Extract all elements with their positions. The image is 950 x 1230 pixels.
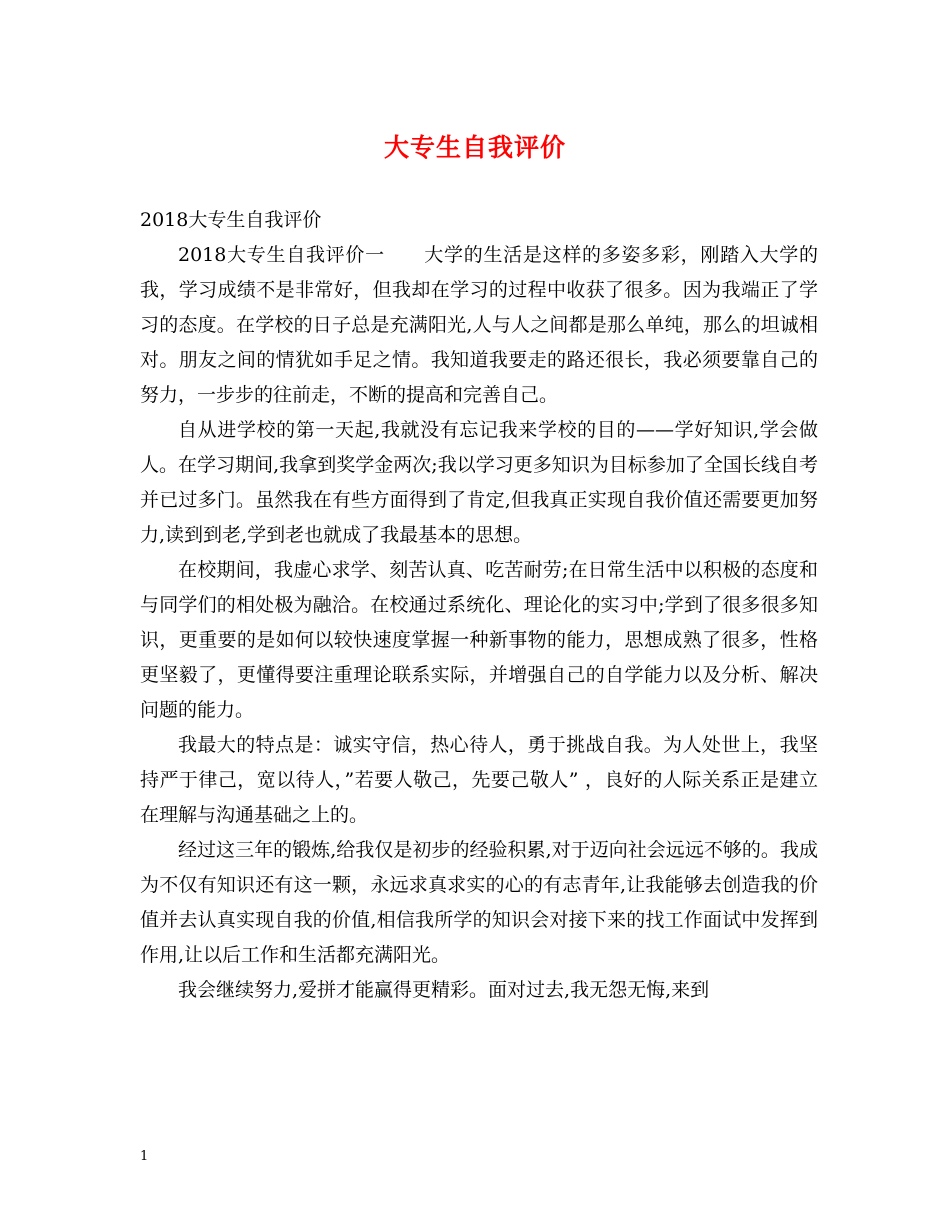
paragraph-6: 我会继续努力,爱拼才能赢得更精彩。面对过去,我无怨无悔,来到: [178, 979, 710, 1001]
document-subtitle: 2018大专生自我评价: [140, 209, 322, 231]
page-number: 1: [140, 1149, 149, 1164]
document-body: [140, 203, 818, 1008]
paragraph-1: 2018大专生自我评价一 大学的生活是这样的多姿多彩，刚踏入大学的我，学习成绩不是非常好，但我却在学习的过程中收获了很多。因为我端正了学习的态度。在学校的日子总是充满阳光,人与人之间都是那么单纯，那么的坦诚相对。朋友之间的情犹如手足之情。我知道我要走的路还很长，我必须要靠自己的努力，一步步的往前走，不断的提高和完善自己。: [140, 244, 818, 406]
paragraph-5: 经过这三年的锻炼,给我仅是初步的经验积累,对于迈向社会远远不够的。我成为不仅有知识还有这一颗，永远求真求实的心的有志青年,让我能够去创造我的价值并去认真实现自我的价值,相信我所学的知识会对接下来的找工作面试中发挥到作用,让以后工作和生活都充满阳光。: [140, 839, 818, 966]
paragraph-3: 在校期间，我虚心求学、刻苦认真、吃苦耐劳;在日常生活中以积极的态度和与同学们的相处极为融洽。在校通过系统化、理论化的实习中;学到了很多很多知识，更重要的是如何以较快速度掌握一种新事物的能力，思想成熟了很多，性格更坚毅了，更懂得要注重理论联系实际，并增强自己的自学能力以及分析、解决问题的能力。: [140, 559, 818, 721]
document-title: 大专生自我评价: [383, 133, 566, 162]
paragraph-2: 自从进学校的第一天起,我就没有忘记我来学校的目的——学好知识,学会做人。在学习期间,我拿到奖学金两次;我以学习更多知识为目标参加了全国长线自考并已过多门。虽然我在有些方面得到了肯定,但我真正实现自我价值还需要更加努力,读到到老,学到老也就成了我最基本的思想。: [140, 419, 818, 546]
paragraph-4: 我最大的特点是：诚实守信，热心待人，勇于挑战自我。为人处世上，我坚持严于律己，宽以待人，”若要人敬己，先要己敬人” ，良好的人际关系正是建立在理解与沟通基础之上的。: [140, 734, 818, 826]
